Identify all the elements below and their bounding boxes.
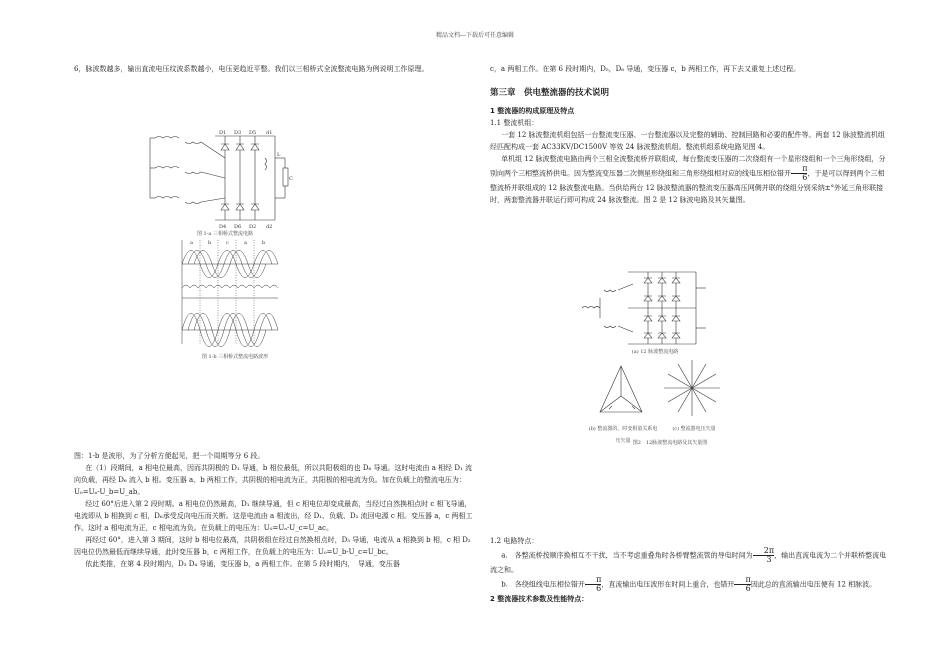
figure-2c-caption: (c) 整流器电压矢量 (672, 426, 716, 432)
paragraph-rectifier-unit: 一套 12 脉波整流机组包括一台整流变压器、一台整流器以及完整的辅助、控制回路和必要的配件等。两套 12 脉波整流机组经匹配构成一套 AC33KV/DC1500V 等效 24 脉波整流机组。整流机组系统电路见图 4。 (490, 131, 885, 151)
left-column (74, 63, 474, 75)
figure-1a-circuit (145, 128, 305, 230)
wave-label-a: a (190, 240, 193, 246)
figure-2-vector-star (660, 356, 724, 420)
label-d2-node: d2 (266, 224, 273, 230)
paragraph-stage-4: 依此类推，在第 4 段时期内，D₃ D₄ 导通，变压器 b，a 两相工作。在第 5 段时期内， 导通，变压器 (85, 560, 400, 568)
text-12-pulse-a: 单机组 12 脉波整流电路由两个三相全波整流桥并联组成，每台整流变压器的二次绕组有一个星形绕组和一个三角形绕组，分别向两个三相整流桥供电。因为整流变压器二次侧星形绕组和三角形绕组相对应的线电压相位错开 (490, 155, 886, 178)
section-1-1-title: 1.1 整流机组： (490, 119, 539, 127)
chapter-title: 第三章 供电整流器的技术说明 (490, 88, 610, 98)
text-feature-b-3: 因此总的直流输出电压便有 12 相脉波。 (750, 580, 877, 589)
right-column-lower (490, 535, 890, 605)
wave-label-c: c (226, 240, 229, 246)
left-column-lower (74, 450, 474, 570)
figure-1a-caption: 图 1-a 三相桥式整流电路 (196, 231, 254, 237)
figure-2a-caption: (a) 12 脉波整流电路 (631, 349, 679, 355)
fraction-pi-6-c: $\frac{\pi}{6}$ (734, 576, 750, 593)
paragraph-intro: 6，脉波数越多，输出直流电压纹波系数越小，电压更趋近平整。我们以三相桥式全波整流电路为例说明工作原理。 (74, 65, 429, 73)
section-2-title: 2 整流器技术参数及性能特点： (490, 595, 589, 603)
wave-label-b2: b (262, 240, 266, 246)
figure-2-caption: 图2 12脉波整流电路及其矢量图 (632, 440, 708, 446)
figure-2-circuit (578, 268, 718, 348)
paragraph-waveform-note: 图：1-b 是波形，为了分析方便起见，把一个周期等分 6 段。 (74, 452, 265, 460)
figure-2b-caption: (b) 整流器的、时变相量关系电压矢量 (588, 426, 658, 444)
label-d1: D1 (219, 130, 227, 136)
wave-label-b: b (208, 240, 212, 246)
section-1-2-title: 1.2 电路特点： (490, 537, 539, 545)
fraction-pi-6: $\frac{\pi}{6}$ (791, 165, 807, 182)
paragraph-feature-a (490, 547, 890, 576)
text-12-pulse-b: ，于是可以得到两个三相整流桥并联组成的 12 脉波整流电路。当供给两台 12 脉波整流器的整流变压器高压网侧并联的绕组分别采纳±°外延三角形联接时，两套整流器并联运行即可构成 24 脉波整流。图 2 是 12 脉波电路及其矢量图。 (490, 169, 885, 204)
text-feature-b-1: b. 各绕组线电压相位错开 (501, 580, 585, 589)
figure-1b-waveform (180, 236, 280, 348)
text-feature-a-2: ，输出直流电流为二个并联桥整流电流之和。 (490, 551, 887, 574)
label-d2: D2 (249, 224, 257, 230)
right-column (490, 63, 890, 206)
section-1-title: 1 整流器的构成原理及特点 (490, 107, 575, 115)
fraction-pi-6-b: $\frac{\pi}{6}$ (585, 576, 601, 593)
figure-1b-caption: 图 1-b 三相桥式整流电路波形 (201, 354, 269, 360)
fraction-2pi-3: $\frac{2\pi}{3}$ (753, 547, 775, 564)
text-feature-a-1: a. 各整流桥按顺序换相互不干扰，当不考虑重叠角时各桥臂整流管的导电时间为 (501, 551, 753, 560)
paragraph-12-pulse (490, 153, 890, 206)
paragraph-stage-1: 在（1）段期间，a 相电位最高，因而共阴极的 D₁ 导通，b 相位最低，所以共阳极组的也 D₆ 导通。这时电流由 a 相经 D₁ 流向负载，再经 D₆ 流入 b 相。变压器 a、b 两相工作，共阴极的相电流为正，共阳极的相电流为负。加在负载上的整流电压为：U₀=Uₐ-U_b=U_ab。 (74, 464, 472, 496)
label-d6: D6 (234, 224, 242, 230)
label-d3: D3 (234, 130, 242, 136)
page-header: 精品文档---下载后可任意编辑 (435, 32, 515, 39)
label-d5: D5 (249, 130, 257, 136)
text-feature-b-2: ，直流输出电压波形在时间上重合，也错开 (601, 580, 735, 589)
paragraph-stage-3: 再经过 60°，进入第 3 期间，这时 b 相电位最高，共阴极组在经过自然换相点时，D₃ 导通，电流从 a 相换到 b 相，c 相 D₂因电位仍然最低而继续导通，此时变压器 b，c 两相工作，在负载上的电压为：U₀=U_b-U_c=U_bc。 (74, 536, 471, 556)
paragraph-continued: c，a 两相工作。在第 6 段时期内，D₅，D₆ 导通，变压器 c，b 两相工作，再下去又重复上述过程。 (490, 65, 801, 73)
label-d4: D4 (219, 224, 227, 230)
label-d1-node: d1 (266, 130, 273, 136)
label-c: C (289, 176, 293, 182)
wave-label-a2: a (244, 240, 247, 246)
paragraph-feature-b (490, 576, 890, 593)
label-l: L (277, 152, 281, 158)
figure-2-vector-triangle (592, 360, 650, 422)
paragraph-stage-2: 经过 60°后进入第 2 段时期。a 相电位仍然最高，D₁ 继续导通，但 c 相电位却变成最高，当经过自然换相点时 c 相飞导通，电流即从 b 相换到 c 相，D₆承受反向电压而关断。这是电流由 a 相流出，经 D₁、负载、D₂ 流回电源 c 相。变压器 a，c 两相工作。这时 a 相电流为正，c 相电流为负。在负载上的电压为：U₀=Uₐ-U_c=U_ac。 (74, 500, 473, 532)
